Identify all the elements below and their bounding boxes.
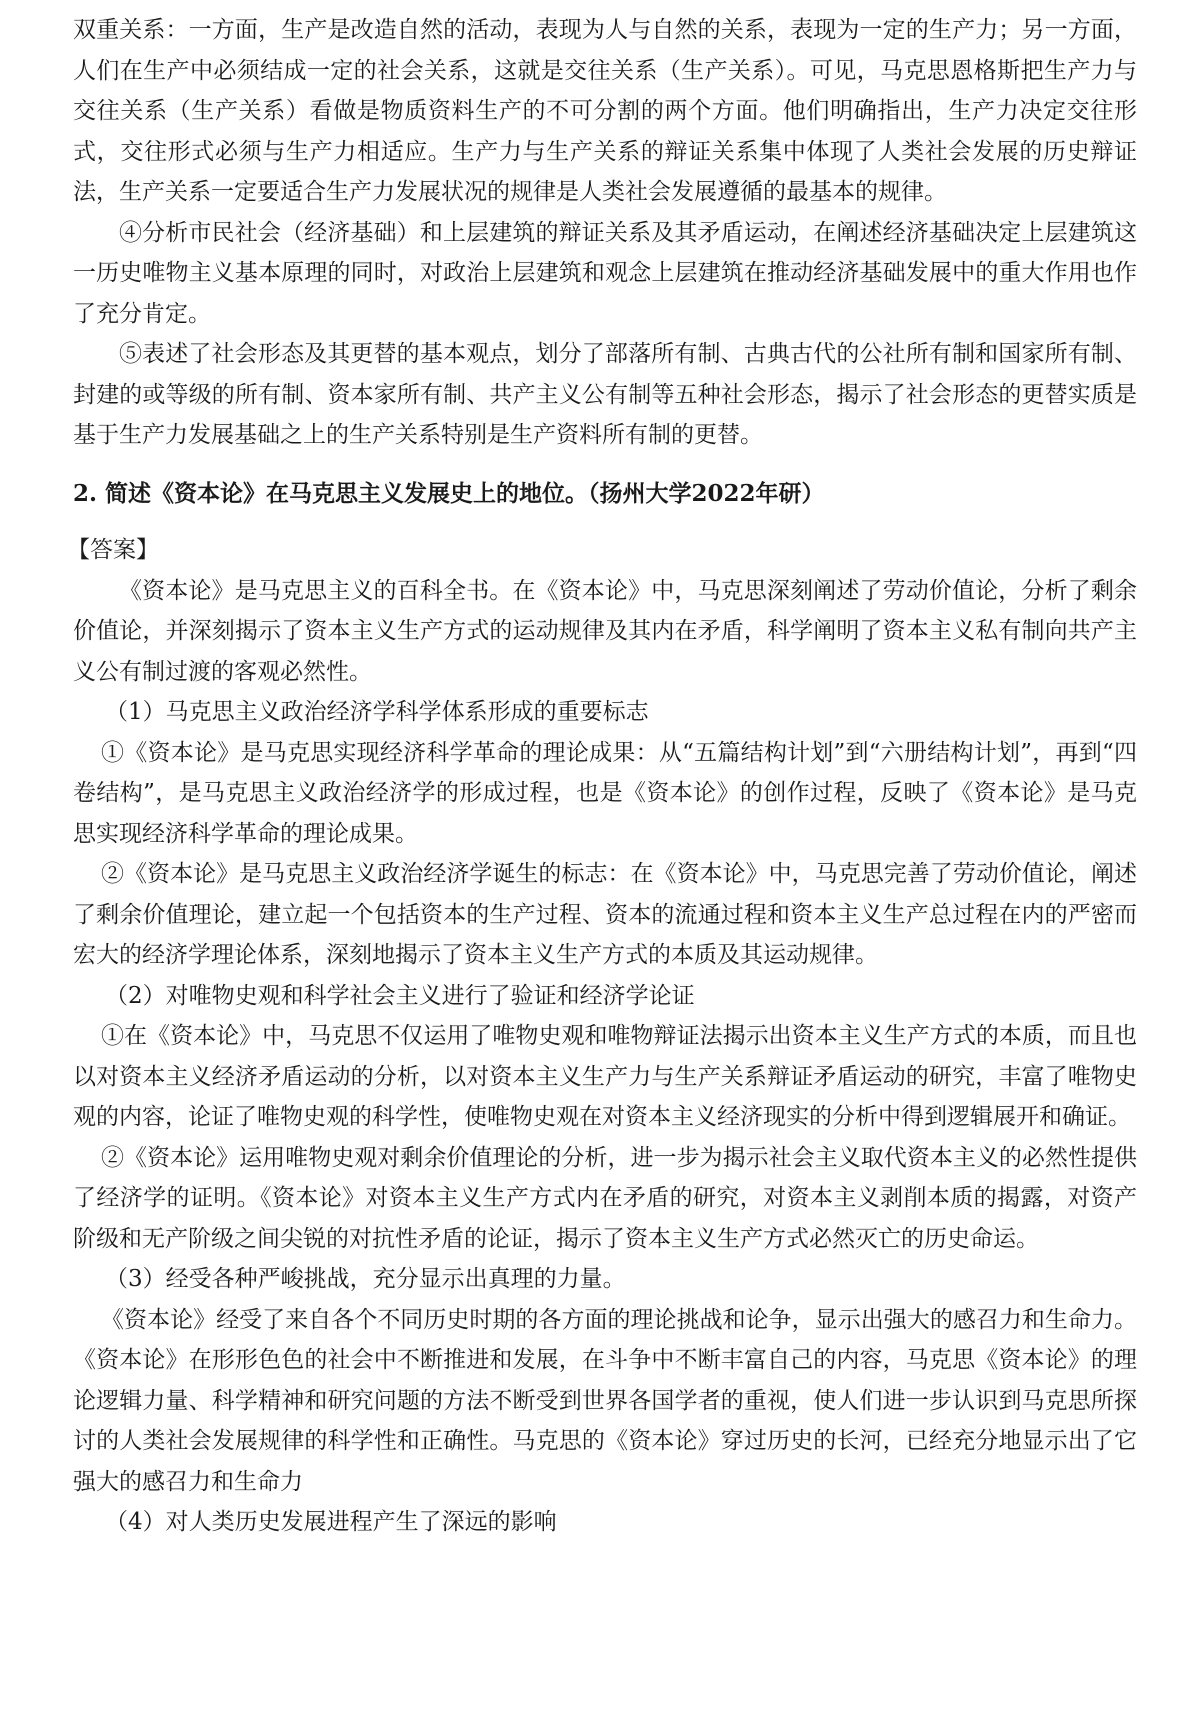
section-heading-4: （4）对人类历史发展进程产生了深远的影响 (105, 1509, 557, 1535)
section-1-point-1: ①《资本论》是马克思实现经济科学革命的理论成果：从“五篇结构计划”到“六册结构计划”，再到“四卷结构”，是马克思主义政治经济学的形成过程，也是《资本论》的创作过程，反映了《资本论》是马克思实现经济科学革命的理论成果。 (73, 739, 1137, 847)
section-2-point-2: ②《资本论》运用唯物史观对剩余价值理论的分析，进一步为揭示社会主义取代资本主义的必然性提供了经济学的证明。《资本论》对资本主义生产方式内在矛盾的研究，对资本主义剥削本质的揭露，对资产阶级和无产阶级之间尖锐的对抗性矛盾的论证，揭示了资本主义生产方式必然灭亡的历史命运。 (73, 1144, 1137, 1252)
paragraph-point-4: ④分析市民社会（经济基础）和上层建筑的辩证关系及其矛盾运动，在阐述经济基础决定上层建筑这一历史唯物主义基本原理的同时，对政治上层建筑和观念上层建筑在推动经济基础发展中的重大作用也作了充分肯定。 (73, 219, 1137, 327)
question-heading: 2. 简述《资本论》在马克思主义发展史上的地位。（扬州大学2022年研） (73, 479, 825, 507)
section-2-point-1: ①在《资本论》中，马克思不仅运用了唯物史观和唯物辩证法揭示出资本主义生产方式的本质，而且也以对资本主义经济矛盾运动的分析，以对资本主义生产力与生产关系辩证矛盾运动的研究，丰富了唯物史观的内容，论证了唯物史观的科学性，使唯物史观在对资本主义经济现实的分析中得到逻辑展开和确证。 (73, 1023, 1137, 1130)
paragraph-point-5: ⑤表述了社会形态及其更替的基本观点，划分了部落所有制、古典古代的公社所有制和国家所有制、封建的或等级的所有制、资本家所有制、共产主义公有制等五种社会形态，揭示了社会形态的更替实质是基于生产力发展基础之上的生产关系特别是生产资料所有制的更替。 (73, 341, 1137, 448)
section-3-paragraph: 《资本论》经受了来自各个不同历史时期的各方面的理论挑战和论争，显示出强大的感召力和生命力。《资本论》在形形色色的社会中不断推进和发展，在斗争中不断丰富自己的内容，马克思《资本论》的理论逻辑力量、科学精神和研究问题的方法不断受到世界各国学者的重视，使人们进一步认识到马克思所探讨的人类社会发展规律的科学性和正确性。马克思的《资本论》穿过历史的长河，已经充分地显示出了它强大的感召力和生命力 (73, 1306, 1137, 1495)
answer-intro: 《资本论》是马克思主义的百科全书。在《资本论》中，马克思深刻阐述了劳动价值论，分析了剩余价值论，并深刻揭示了资本主义生产方式的运动规律及其内在矛盾，科学阐明了资本主义私有制向共产主义公有制过渡的客观必然性。 (73, 577, 1137, 685)
section-heading-3: （3）经受各种严峻挑战，充分显示出真理的力量。 (105, 1266, 626, 1292)
section-1-point-2: ②《资本论》是马克思主义政治经济学诞生的标志：在《资本论》中，马克思完善了劳动价值论，阐述了剩余价值理论，建立起一个包括资本的生产过程、资本的流通过程和资本主义生产总过程在内的严密而宏大的经济学理论体系，深刻地揭示了资本主义生产方式的本质及其运动规律。 (73, 861, 1137, 968)
section-heading-1: （1）马克思主义政治经济学科学体系形成的重要标志 (105, 699, 649, 725)
section-heading-2: （2）对唯物史观和科学社会主义进行了验证和经济学论证 (105, 982, 695, 1009)
answer-label: 【答案】 (67, 537, 159, 563)
paragraph-dual-relations: 双重关系：一方面，生产是改造自然的活动，表现为人与自然的关系，表现为一定的生产力；另一方面，人们在生产中必须结成一定的社会关系，这就是交往关系（生产关系）。可见，马克思恩格斯把生产力与交往关系（生产关系）看做是物质资料生产的不可分割的两个方面。他们明确指出，生产力决定交往形式，交往形式必须与生产力相适应。生产力与生产关系的辩证关系集中体现了人类社会发展的历史辩证法，生产关系一定要适合生产力发展状况的规律是人类社会发展遵循的最基本的规律。 (73, 17, 1137, 205)
